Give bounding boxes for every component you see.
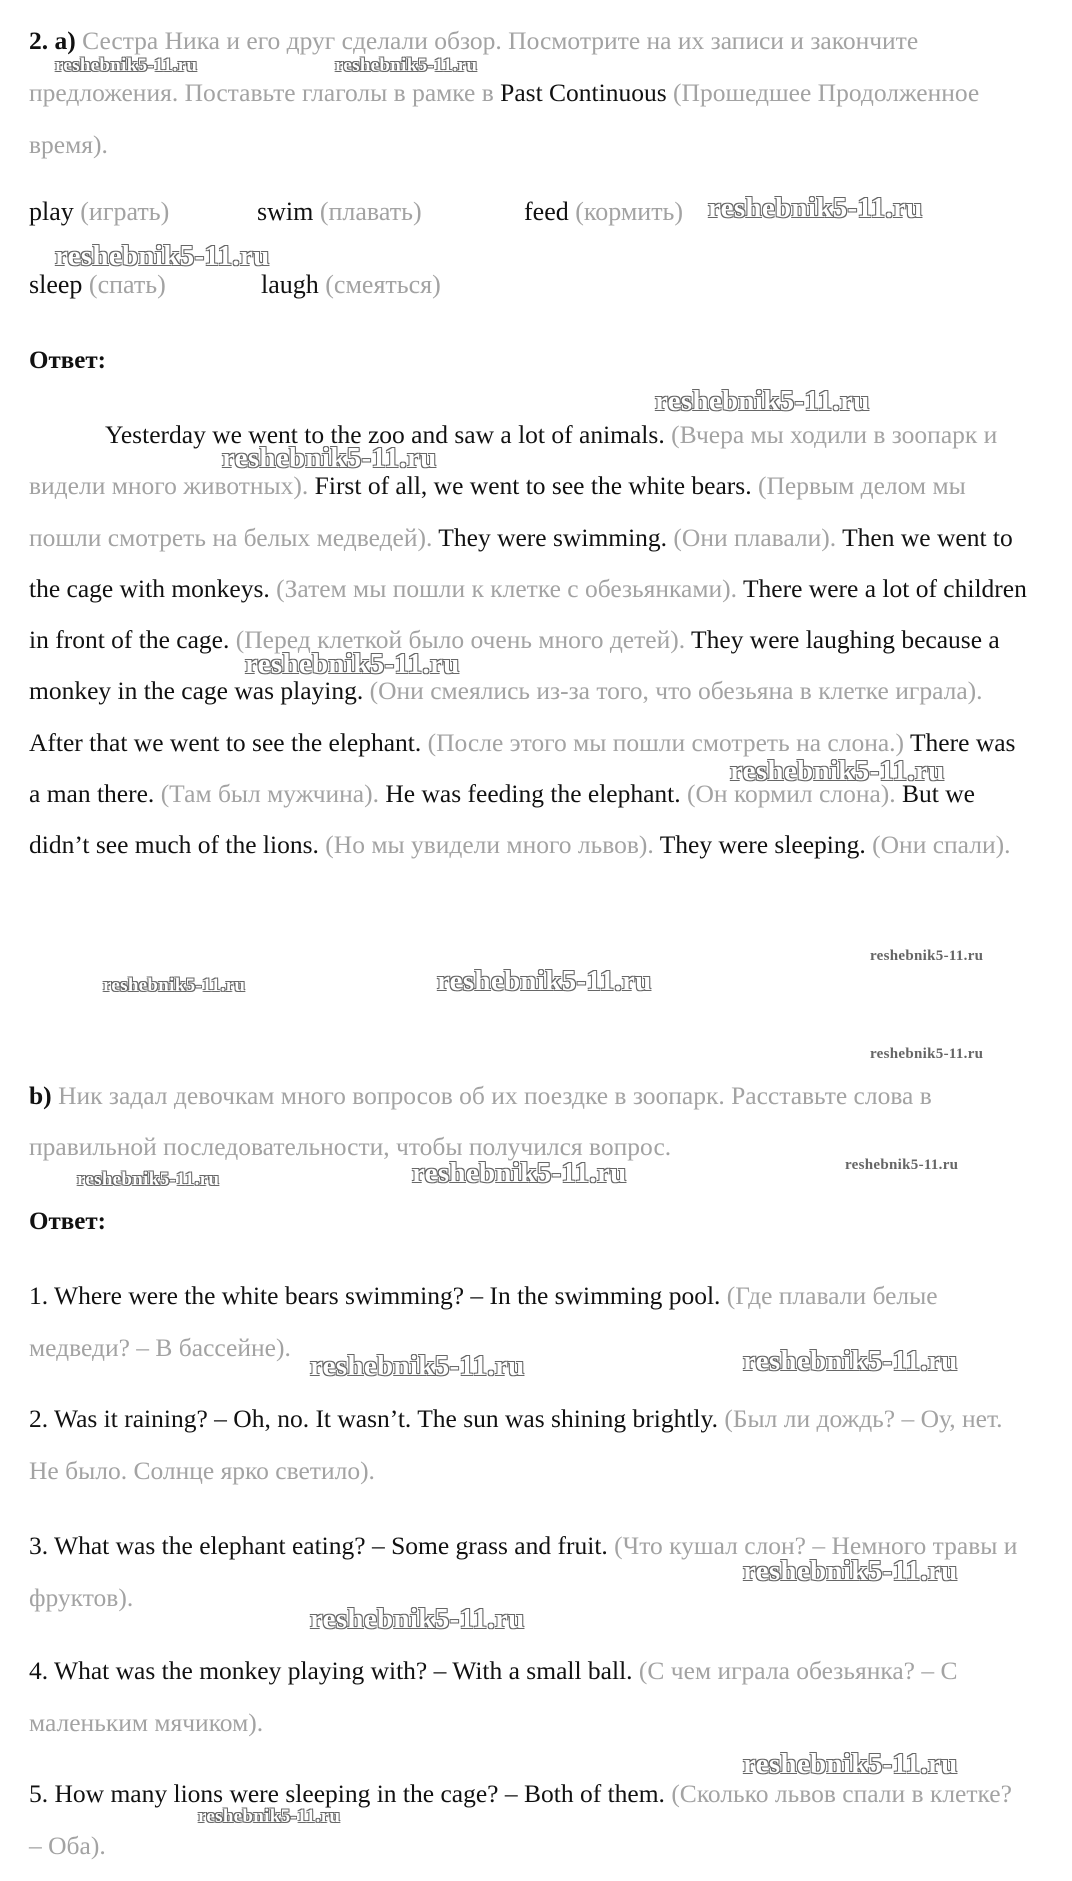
watermark: reshebnik5-11.ru (245, 648, 460, 680)
watermark: reshebnik5-11.ru (103, 975, 246, 996)
question-item: 4. What was the monkey playing with? – With a small ball. (С чем играла обезьянка? – С маленьким мячиком). (29, 1656, 958, 1737)
story-sentence: First of all, we went to see the white bears. (Первым делом мы пошли смотреть на белых медведей). (29, 471, 966, 552)
task-a-number: 2. a) (29, 26, 76, 55)
verb-row-2 (29, 270, 1029, 310)
answer-label-a: Ответ: (29, 347, 106, 374)
verb-swim: swim (плавать) (257, 197, 422, 226)
verb-feed: feed (кормить) (524, 197, 684, 226)
task-b-instruction-ru: Ник задал девочкам много вопросов об их поездке в зоопарк. Расставьте слова в правильной последовательности, чтобы получился вопрос. (29, 1081, 932, 1161)
story-sentence: He was feeding the elephant. (Он кормил слона). (385, 779, 896, 809)
task-a-instruction-ru: Сестра Ника и его друг сделали обзор. Посмотрите на их записи и закончите предложения. Поставьте глаголы в рамке в (29, 26, 919, 107)
watermark: reshebnik5-11.ru (412, 1157, 627, 1189)
story-sentence: After that we went to see the elephant. (После этого мы пошли смотреть на слона.) (29, 727, 905, 757)
story-sentence: There was a man there. (Там был мужчина). (29, 727, 1016, 809)
story-sentence: They were laughing because a monkey in the cage was playing. (Они смеялись из-за того, что обезьяна в клетке играла). (29, 625, 1000, 706)
watermark: reshebnik5-11.ru (222, 442, 437, 474)
question-item: 3. What was the elephant eating? – Some grass and fruit. (Что кушал слон? – Немного травы и фруктов). (29, 1531, 1018, 1612)
watermark: reshebnik5-11.ru (708, 192, 923, 224)
story-sentence: They were sleeping. (Они спали). (659, 830, 1011, 860)
watermark: reshebnik5-11.ru (870, 948, 984, 964)
question-item: 1. Where were the white bears swimming? – In the swimming pool. (Где плавали белые медведи? – В бассейне). (29, 1281, 938, 1362)
verb-play: play (играть) (29, 197, 170, 226)
watermark: reshebnik5-11.ru (845, 1157, 959, 1173)
task-a-instruction-en: Past Continuous (500, 78, 667, 107)
watermark: reshebnik5-11.ru (655, 385, 870, 417)
watermark: reshebnik5-11.ru (55, 240, 270, 272)
answer-label-b: Ответ: (29, 1208, 106, 1235)
watermark: reshebnik5-11.ru (730, 755, 945, 787)
task-a-instruction-ru-2: (Прошедшее Продолженное время). (29, 78, 980, 159)
watermark: reshebnik5-11.ru (743, 1748, 958, 1780)
story-sentence: They were swimming. (Они плавали). (438, 522, 837, 552)
story-sentence: But we didn’t see much of the lions. (Но мы увидели много львов). (29, 779, 975, 860)
watermark: reshebnik5-11.ru (77, 1169, 220, 1190)
task-a-instruction (29, 15, 1029, 171)
verb-sleep: sleep (спать) (29, 270, 166, 299)
task-b-number: b) (29, 1081, 52, 1110)
question-item: 5. How many lions were sleeping in the cage? – Both of them. (Сколько львов спали в клетке? – Оба). (29, 1779, 1012, 1860)
story-paragraph (29, 409, 1029, 871)
question-item: 2. Was it raining? – Oh, no. It wasn’t. The sun was shining brightly. (Был ли дождь? – Оу, нет. Не было. Солнце ярко светило). (29, 1404, 1003, 1485)
watermark: reshebnik5-11.ru (870, 1046, 984, 1062)
watermark: reshebnik5-11.ru (743, 1555, 958, 1587)
watermark: reshebnik5-11.ru (55, 55, 198, 76)
watermark: reshebnik5-11.ru (310, 1350, 525, 1382)
verb-laugh: laugh (смеяться) (261, 270, 441, 299)
story-sentence: There were a lot of children in front of the cage. (Перед клеткой было очень много детей). (29, 573, 1027, 655)
watermark: reshebnik5-11.ru (743, 1345, 958, 1377)
story-sentence: Then we went to the cage with monkeys. (Затем мы пошли к клетке с обезьянками). (29, 522, 1013, 603)
watermark: reshebnik5-11.ru (310, 1603, 525, 1635)
watermark: reshebnik5-11.ru (437, 965, 652, 997)
watermark: reshebnik5-11.ru (335, 55, 478, 76)
watermark: reshebnik5-11.ru (198, 1806, 341, 1827)
story-sentence: Yesterday we went to the zoo and saw a lot of animals. (Вчера мы ходили в зоопарк и видели много животных). (29, 420, 998, 501)
